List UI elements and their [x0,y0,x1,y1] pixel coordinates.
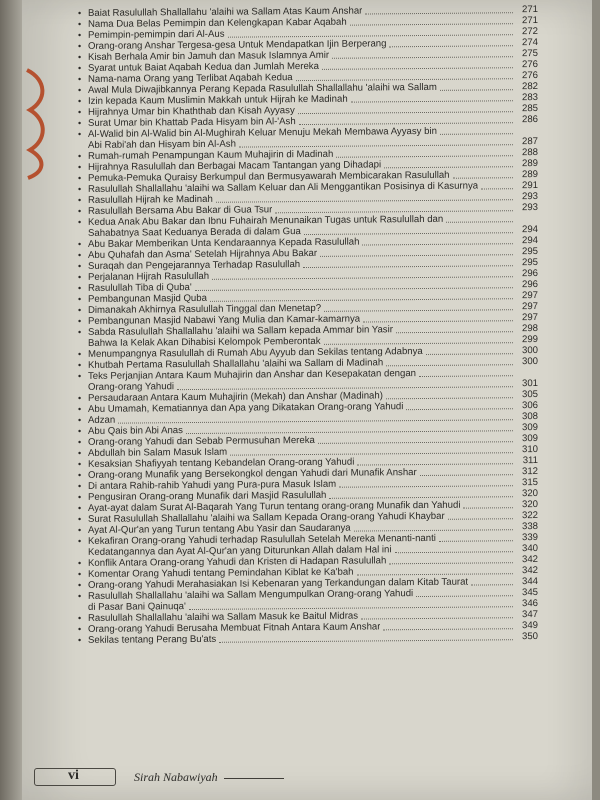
toc-entry-title: Kedua Anak Abu Bakar dan Ibnu Fuhairah Menunaikan Tugas untuk Rasulullah dan [88,213,444,228]
dot-leader [363,320,513,322]
toc-entry-page: 291 [521,179,538,192]
dot-leader [419,375,513,377]
dot-leader [440,89,513,91]
toc-entry-title: Pembangunan Masjid Quba [88,292,207,305]
book-spine-shadow [0,0,22,800]
toc-entry-title: Abi Rabi'ah dan Hisyam bin Al-Ash [88,138,236,151]
toc-entry-page: 297 [521,289,538,302]
bullet-icon: • [78,106,82,118]
bullet-icon: • [78,73,82,85]
toc-entry-title: Pembangunan Masjid Nabawi Yang Mulia dan Kamar-kamarnya [88,313,361,327]
toc-entry-title: Kesaksian Shafiyyah tentang Kebandelan Orang-orang Yahudi [88,456,355,470]
bullet-icon: • [78,29,82,41]
bullet-icon: • [78,128,82,140]
toc-entry-page: 300 [521,355,538,368]
toc-entry-title: Orang-orang Yahudi Merahasiakan Isi Kebenaran yang Terkandungan dalam Kitab Taurat [88,576,469,591]
toc-entry-title: Pengusiran Orang-orang Munafik dari Masjid Rasulullah [88,489,327,503]
toc-entry-title: Pemimpin-pemimpin dari Al-Aus [88,28,225,41]
dot-leader [448,518,513,520]
toc-entry-title: di Pasar Bani Qainuqa' [88,601,186,613]
toc-entry-page: 320 [521,498,538,511]
bullet-icon: • [78,447,82,459]
toc-entry-page: 285 [521,102,538,115]
toc-entry-page: 288 [521,146,538,159]
toc-entry-page: 298 [521,322,538,335]
toc-entry-title: Persaudaraan Antara Kaum Muhajirin (Mekah) dan Anshar (Madinah) [88,390,383,404]
toc-entry-title: Abu Umamah, Kematiannya dan Apa yang Dikatakan Orang-orang Yahudi [88,401,404,415]
bullet-icon: • [78,7,82,19]
dot-leader [439,540,513,542]
toc-entry-page: 299 [521,333,538,346]
toc-entry-title: Rasulullah Shallallahu 'alaihi wa Sallam Mengumpulkan Orang-orang Yahudi [88,588,414,602]
toc-entry-page: 295 [521,245,538,258]
toc-entry-page: 293 [521,201,538,214]
toc-entry-title: Perjalanan Hijrah Rasulullah [88,270,210,283]
dot-leader [332,56,513,59]
bullet-icon: • [78,194,82,206]
toc-entry-title: Rasulullah Shallallahu 'alaihi wa Sallam Keluar dan Ali Menggantikan Posisinya di Kasurnya [88,180,479,195]
dot-leader [354,529,513,531]
bullet-icon: • [78,590,82,602]
bullet-icon: • [78,315,82,327]
toc-entry-page: 293 [521,190,538,203]
bullet-icon: • [78,568,82,580]
toc-entry-page: 296 [521,278,538,291]
dot-leader [357,463,513,465]
bullet-icon: • [78,557,82,569]
toc-entry-title: Rumah-rumah Penampungan Kaum Muhajirin di Madinah [88,148,334,162]
toc-entry-title: Orang-orang Yahudi [88,381,175,393]
toc-entry-title: Baiat Rasulullah Shallallahu 'alaihi wa Sallam Atas Kaum Anshar [88,5,363,19]
bullet-icon: • [78,414,82,426]
bullet-icon: • [78,260,82,272]
bullet-icon: • [78,161,82,173]
dot-leader [339,485,513,488]
toc-entry-title: Rasulullah Bersama Abu Bakar di Gua Tsur [88,204,273,217]
toc-entry-page: 297 [521,311,538,324]
toc-entry-page: 305 [521,388,538,401]
toc-entry-title: Orang-orang Yahudi Berusaha Membuat Fitnah Antara Kaum Anshar [88,621,381,635]
toc-entry-page: 275 [521,47,538,60]
toc-entry-page: 315 [521,476,538,489]
toc-entry-page: 308 [521,410,538,423]
bullet-icon: • [78,634,82,646]
dot-leader [386,397,513,399]
toc-entry-title: Hijrahnya Rasulullah dan Berbagai Macam Tantangan yang Dihadapi [88,159,382,173]
toc-entry-title: Adzan [88,414,116,426]
bullet-icon: • [78,623,82,635]
bullet-icon: • [78,183,82,195]
toc-entry-title: Teks Perjanjian Antara Kaum Muhajirin dan Anshar dan Kesepakatan dengan [88,368,417,382]
toc-entry-title: Surat Rasulullah Shallallahu 'alaihi wa Sallam Kepada Orang-orang Yahudi Khaybar [88,510,445,525]
toc-entry-page: 338 [521,520,538,533]
ornament-icon [22,60,52,180]
dot-leader [416,595,513,597]
bullet-icon: • [78,216,82,228]
toc-entry-page: 286 [521,113,538,126]
toc-entry-page: 287 [521,135,538,148]
toc-entry-title: Sahabatnya Saat Keduanya Berada di dalam Gua [88,226,301,239]
toc-entry-page: 282 [521,80,538,93]
toc-entry-page: 289 [521,157,538,170]
toc-entry-title: Abu Quhafah dan Asma' Setelah Hijrahnya Abu Bakar [88,247,318,261]
bullet-icon: • [78,370,82,382]
book-title: Sirah Nabawiyah [134,770,218,784]
toc-entry-page: 300 [521,344,538,357]
toc-entry-page: 271 [521,14,538,27]
bullet-icon: • [78,51,82,63]
bullet-icon: • [78,469,82,481]
bullet-icon: • [78,95,82,107]
bullet-icon: • [78,40,82,52]
toc-entry-title: Ayat Al-Qur'an yang Turun tentang Abu Yasir dan Saudaranya [88,522,351,536]
toc-entry-page: 301 [521,377,538,390]
toc-entry-title: Hijrahnya Umar bin Khaththab dan Kisah Ayyasy [88,105,295,118]
toc-entry-page: 297 [521,300,538,313]
dot-leader [471,584,513,585]
dot-leader [383,628,513,630]
toc-entry-title: Khutbah Pertama Rasulullah Shallallahu 'alaihi wa Sallam di Madinah [88,357,384,371]
dot-leader [481,188,513,189]
dot-leader [384,166,513,168]
toc-entry-page: 310 [521,443,538,456]
toc-entry-title: Al-Walid bin Al-Walid bin Al-Mughirah Keluar Menuju Mekah Membawa Ayyasy bin [88,125,437,140]
dot-leader [362,243,513,245]
toc-entry-title: Nama-nama Orang yang Terlibat Aqabah Kedua [88,72,293,85]
dot-leader [357,573,514,575]
toc-entry-title: Dimanakah Akhirnya Rasulullah Tinggal dan Menetap? [88,302,322,316]
dot-leader [446,221,513,223]
toc-entry-page: 345 [521,586,538,599]
toc-entry-page: 309 [521,421,538,434]
toc-entry-page: 340 [521,542,538,555]
bullet-icon: • [78,172,82,184]
toc-entry-title: Abu Bakar Memberikan Unta Kendaraannya Kepada Rasulullah [88,236,360,250]
page-number: vi [68,768,79,783]
toc-entry-page: 289 [521,168,538,181]
bullet-icon: • [78,150,82,162]
toc-entry-title: Abdullah bin Salam Masuk Islam [88,446,228,459]
dot-leader [453,177,513,179]
toc-entry-page: 283 [521,91,538,104]
bullet-icon: • [78,304,82,316]
page-footer [24,758,584,788]
toc-entry-page: 276 [521,58,538,71]
toc-entry-page: 306 [521,399,538,412]
toc-entry-title: Orang-orang Munafik yang Bersekongkol dengan Yahudi dari Munafik Anshar [88,467,417,481]
toc-entry-page: 296 [521,267,538,280]
bullet-icon: • [78,238,82,250]
bullet-icon: • [78,117,82,129]
toc-entry-page: 294 [521,234,538,247]
toc-entry-page: 347 [521,608,538,621]
bullet-icon: • [78,480,82,492]
bullet-icon: • [78,348,82,360]
dot-leader [336,155,513,158]
toc-entry-title: Komentar Orang Yahudi tentang Pemindahan Kiblat ke Ka'bah [88,566,354,580]
toc-entry-page: 274 [521,36,538,49]
toc-entry-title: Izin kepada Kaum Muslimin Makkah untuk Hijrah ke Madinah [88,93,348,107]
toc-entry-title: Kekafiran Orang-orang Yahudi terhadap Rasulullah Setelah Mereka Menanti-nanti [88,532,436,547]
toc-entry-title: Orang-orang Anshar Tergesa-gesa Untuk Mendapatkan Ijin Berperang [88,38,387,52]
dot-leader [395,551,513,553]
bullet-icon: • [78,282,82,294]
toc-entry-title: Konflik Antara Orang-orang Yahudi dan Kristen di Hadapan Rasulullah [88,555,387,569]
bullet-icon: • [78,513,82,525]
dot-leader [406,408,513,410]
dot-leader [350,23,513,25]
toc-entry-page: 342 [521,564,538,577]
bullet-icon: • [78,535,82,547]
bullet-icon: • [78,359,82,371]
toc-entry-page: 294 [521,223,538,236]
bullet-icon: • [78,579,82,591]
toc-entry-title: Rasulullah Tiba di Quba' [88,282,192,294]
bullet-icon: • [78,271,82,283]
toc-entry-title: Sabda Rasulullah Shallallahu 'alaihi wa Sallam kepada Ammar bin Yasir [88,324,393,338]
dot-leader [426,353,513,355]
bullet-icon: • [78,62,82,74]
toc-entry-title: Abu Qais bin Abi Anas [88,425,183,437]
toc-entry-page: 339 [521,531,538,544]
bullet-icon: • [78,403,82,415]
toc-entry-title: Nama Dua Belas Pemimpin dan Kelengkapan Kabar Aqabah [88,16,347,30]
dot-leader [219,639,513,643]
bullet-icon: • [78,205,82,217]
dot-leader [420,474,513,476]
dot-leader [396,331,513,333]
toc-entry-page: 272 [521,25,538,38]
toc-entry-title: Rasulullah Hijrah ke Madinah [88,193,213,206]
toc-entry-page: 350 [521,630,538,643]
toc-entry-title: Rasulullah Shallallahu 'alaihi wa Sallam Masuk ke Baitul Midras [88,610,359,624]
toc-entry-page: 312 [521,465,538,478]
bullet-icon: • [78,612,82,624]
toc-entry-page: 320 [521,487,538,500]
toc-entry-title: Syarat untuk Baiat Aqabah Kedua dan Jumlah Mereka [88,60,319,74]
toc-entry-title: Orang-orang Yahudi dan Sebab Permusuhan Mereka [88,434,315,448]
bullet-icon: • [78,392,82,404]
toc-entry-page: 311 [522,454,538,467]
toc-entry-title: Kisah Berhala Amir bin Jamuh dan Masuk Islamnya Amir [88,49,330,63]
toc-entry-title: Di antara Rahib-rahib Yahudi yang Pura-pura Masuk Islam [88,478,337,492]
toc-entry-title: Pemuka-Pemuka Quraisy Berkumpul dan Bermusyawarah Membicarakan Rasulullah [88,169,450,184]
dot-leader [351,100,513,102]
bullet-icon: • [78,425,82,437]
dot-leader [389,45,513,47]
bullet-icon: • [78,84,82,96]
toc-entry-page: 322 [521,509,538,522]
table-of-contents [78,4,538,646]
dot-leader [389,562,513,564]
bullet-icon: • [78,436,82,448]
bullet-icon: • [78,458,82,470]
bullet-icon: • [78,293,82,305]
dot-leader [463,507,513,508]
bullet-icon: • [78,18,82,30]
toc-entry-page: 349 [521,619,538,632]
dot-leader [440,133,513,135]
toc-entry-title: Surat Umar bin Khattab Pada Hisyam bin Al-'Ash [88,116,296,129]
toc-entry-title: Kedatangannya dan Ayat Al-Qur'an yang Diturunkan Allah dalam Hal ini [88,544,392,558]
toc-entry-page: 271 [521,3,538,16]
toc-entry-title: Menumpangnya Rasulullah di Rumah Abu Ayyub dan Sekilas tentang Adabnya [88,345,423,360]
dot-leader [365,12,513,14]
toc-entry-page: 342 [521,553,538,566]
toc-entry-page: 295 [521,256,538,269]
toc-entry-title: Ayat-ayat dalam Surat Al-Baqarah Yang Turun tentang orang-orang Munafik dan Yahudi [88,499,461,514]
bullet-icon: • [78,491,82,503]
toc-entry-title: Bahwa Ia Kelak Akan Dihabisi Kelompok Pemberontak [88,335,321,349]
dot-leader [361,617,513,619]
footer-rule [224,778,284,779]
bullet-icon: • [78,249,82,261]
toc-entry-page: 346 [521,597,538,610]
toc-entry-title: Suraqah dan Pengejarannya Terhadap Rasulullah [88,259,301,272]
bullet-icon: • [78,326,82,338]
toc-entry-page: 276 [521,69,538,82]
bullet-icon: • [78,502,82,514]
toc-entry-title: Awal Mula Diwajibkannya Perang Kepada Rasulullah Shallallahu 'alaihi wa Sallam [88,81,437,96]
dot-leader [386,364,513,366]
toc-entry-title: Sekilas tentang Perang Bu'ats [88,633,217,646]
toc-entry-page: 344 [521,575,538,588]
bullet-icon: • [78,524,82,536]
dot-leader [329,496,513,499]
toc-entry-page: 309 [521,432,538,445]
